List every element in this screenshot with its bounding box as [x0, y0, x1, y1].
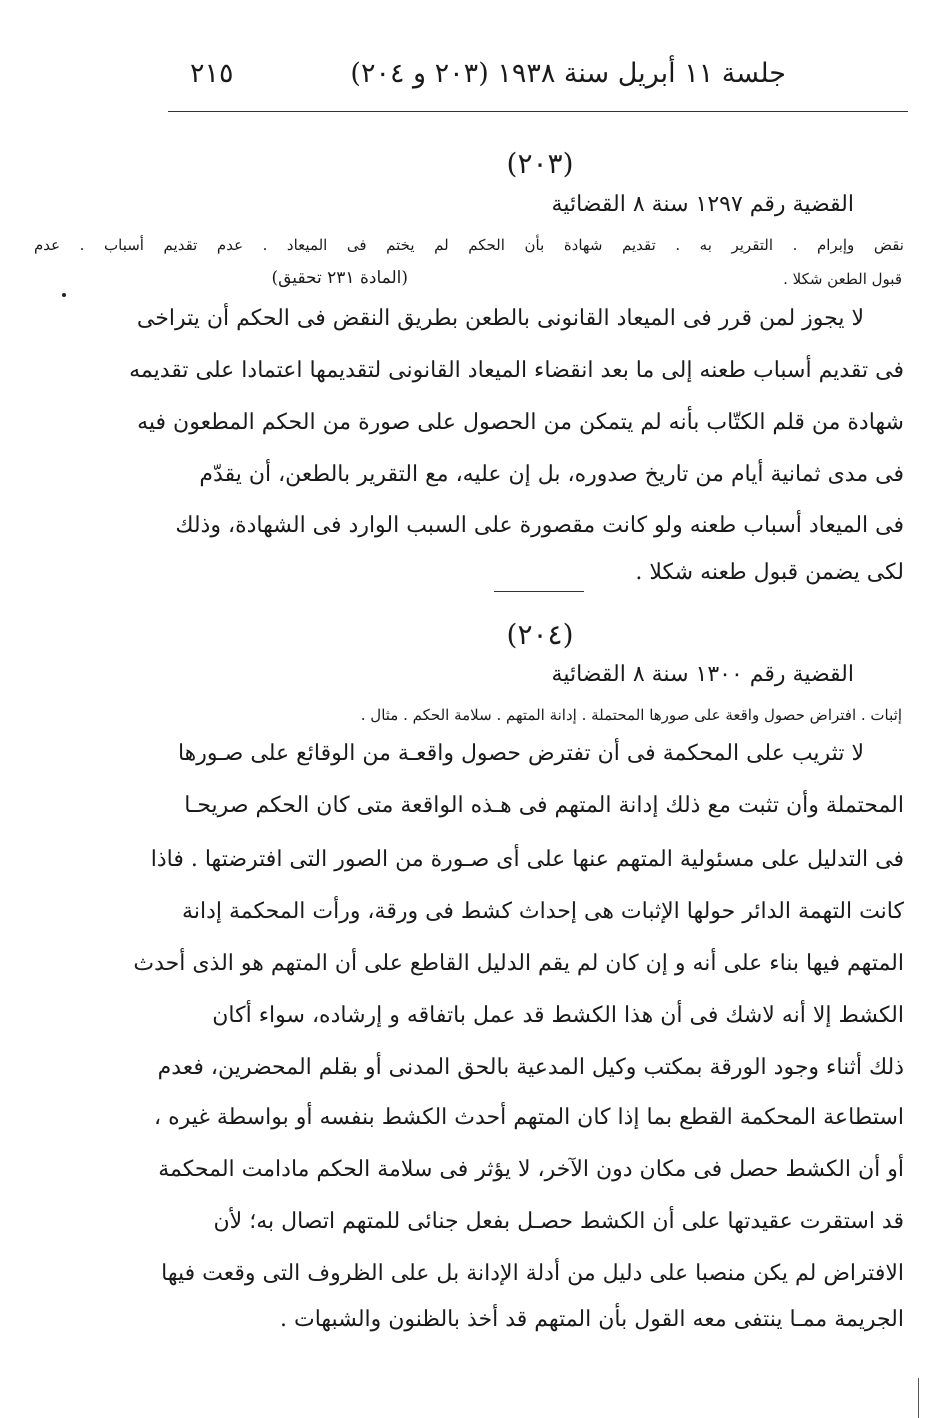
ruling-paragraph-203 — [34, 306, 904, 586]
ruling-paragraph-204 — [34, 741, 904, 1341]
header-rule — [168, 111, 908, 112]
case-title-204: القضية رقم ١٣٠٠ سنة ٨ القضائية — [551, 662, 854, 687]
paragraph-line: فى التدليل على مسئولية المتهم عنها على أى صـورة من الصور التى افترضتها . فاذا — [150, 847, 904, 872]
case-number-204: (٢٠٤) — [506, 618, 574, 651]
section-divider — [494, 591, 584, 592]
keywords-203-line1: نقض وإبرام . التقرير به . تقديم شهادة بأن الحكم لم يختم فى الميعاد . عدم تقديم أسباب . عدم — [34, 236, 904, 254]
paragraph-line: لا تثريب على المحكمة فى أن تفترض حصول واقعـة من الوقائع على صـورها — [177, 741, 864, 766]
stray-dot-mark — [62, 293, 66, 297]
paragraph-line: كانت التهمة الدائر حولها الإثبات هى إحداث كشط فى ورقة، ورأت المحكمة إدانة — [182, 899, 904, 924]
page-number: ٢١٥ — [190, 58, 234, 89]
keywords-203-line2: قبول الطعن شكلا . — [783, 270, 902, 288]
paragraph-line: أو أن الكشط حصل فى مكان دون الآخر، لا يؤثر فى سلامة الحكم مادامت المحكمة — [158, 1157, 904, 1182]
paragraph-line: ذلك أثناء وجود الورقة بمكتب وكيل المدعية بالحق المدنى أو بقلم المحضرين، فعدم — [157, 1055, 904, 1080]
paragraph-line: لا يجوز لمن قرر فى الميعاد القانونى بالطعن بطريق النقض فى الحكم أن يتراخى — [136, 306, 864, 331]
paragraph-line: قد استقرت عقيدتها على أن الكشط حصـل بفعل جنائى للمتهم اتصال به؛ لأن — [213, 1209, 904, 1234]
case-number-203: (٢٠٣) — [506, 147, 574, 180]
paragraph-line: الكشط إلا أنه لاشك فى أن هذا الكشط قد عمل باتفاقه و إرشاده، سواء أكان — [212, 1003, 904, 1028]
paragraph-line: المحتملة وأن تثبت مع ذلك إدانة المتهم فى هـذه الواقعة متى كان الحكم صريحـا — [184, 793, 904, 818]
paragraph-line: فى مدى ثمانية أيام من تاريخ صدوره، بل إن عليه، مع التقرير بالطعن، أن يقدّم — [199, 462, 904, 487]
paragraph-line: استطاعة المحكمة القطع بما إذا كان المتهم أحدث الكشط بنفسه أو بواسطة غيره ، — [154, 1105, 904, 1130]
case-title-203: القضية رقم ١٢٩٧ سنة ٨ القضائية — [551, 192, 854, 217]
paragraph-line: شهادة من قلم الكتّاب بأنه لم يتمكن من الحصول على صورة من الحكم المطعون فيه — [137, 410, 904, 435]
paragraph-line: الافتراض لم يكن منصبا على دليل من أدلة الإدانة بل على الظروف التى وقعت فيها — [161, 1261, 904, 1286]
paragraph-line: فى الميعاد أسباب طعنه ولو كانت مقصورة على السبب الوارد فى الشهادة، وذلك — [175, 513, 904, 538]
page-edge-mark — [918, 1378, 919, 1418]
article-reference-203: (المادة ٢٣١ تحقيق) — [271, 268, 408, 288]
paragraph-line: فى تقديم أسباب طعنه إلى ما بعد انقضاء الميعاد القانونى لتقديمها اعتمادا على تقديمه — [129, 358, 904, 383]
paragraph-line: المتهم فيها بناء على أنه و إن كان لم يقم الدليل القاطع على أن المتهم هو الذى أحدث — [133, 951, 904, 976]
paragraph-line: الجريمة ممـا ينتفى معه القول بأن المتهم قد أخذ بالظنون والشبهات . — [280, 1307, 904, 1332]
keywords-204: إثبات . افتراض حصول واقعة على صورها المحتملة . إدانة المتهم . سلامة الحكم . مثال . — [360, 706, 902, 724]
paragraph-line: لكى يضمن قبول طعنه شكلا . — [635, 560, 904, 585]
running-title: جلسة ١١ أبريل سنة ١٩٣٨ (٢٠٣ و ٢٠٤) — [350, 58, 786, 89]
